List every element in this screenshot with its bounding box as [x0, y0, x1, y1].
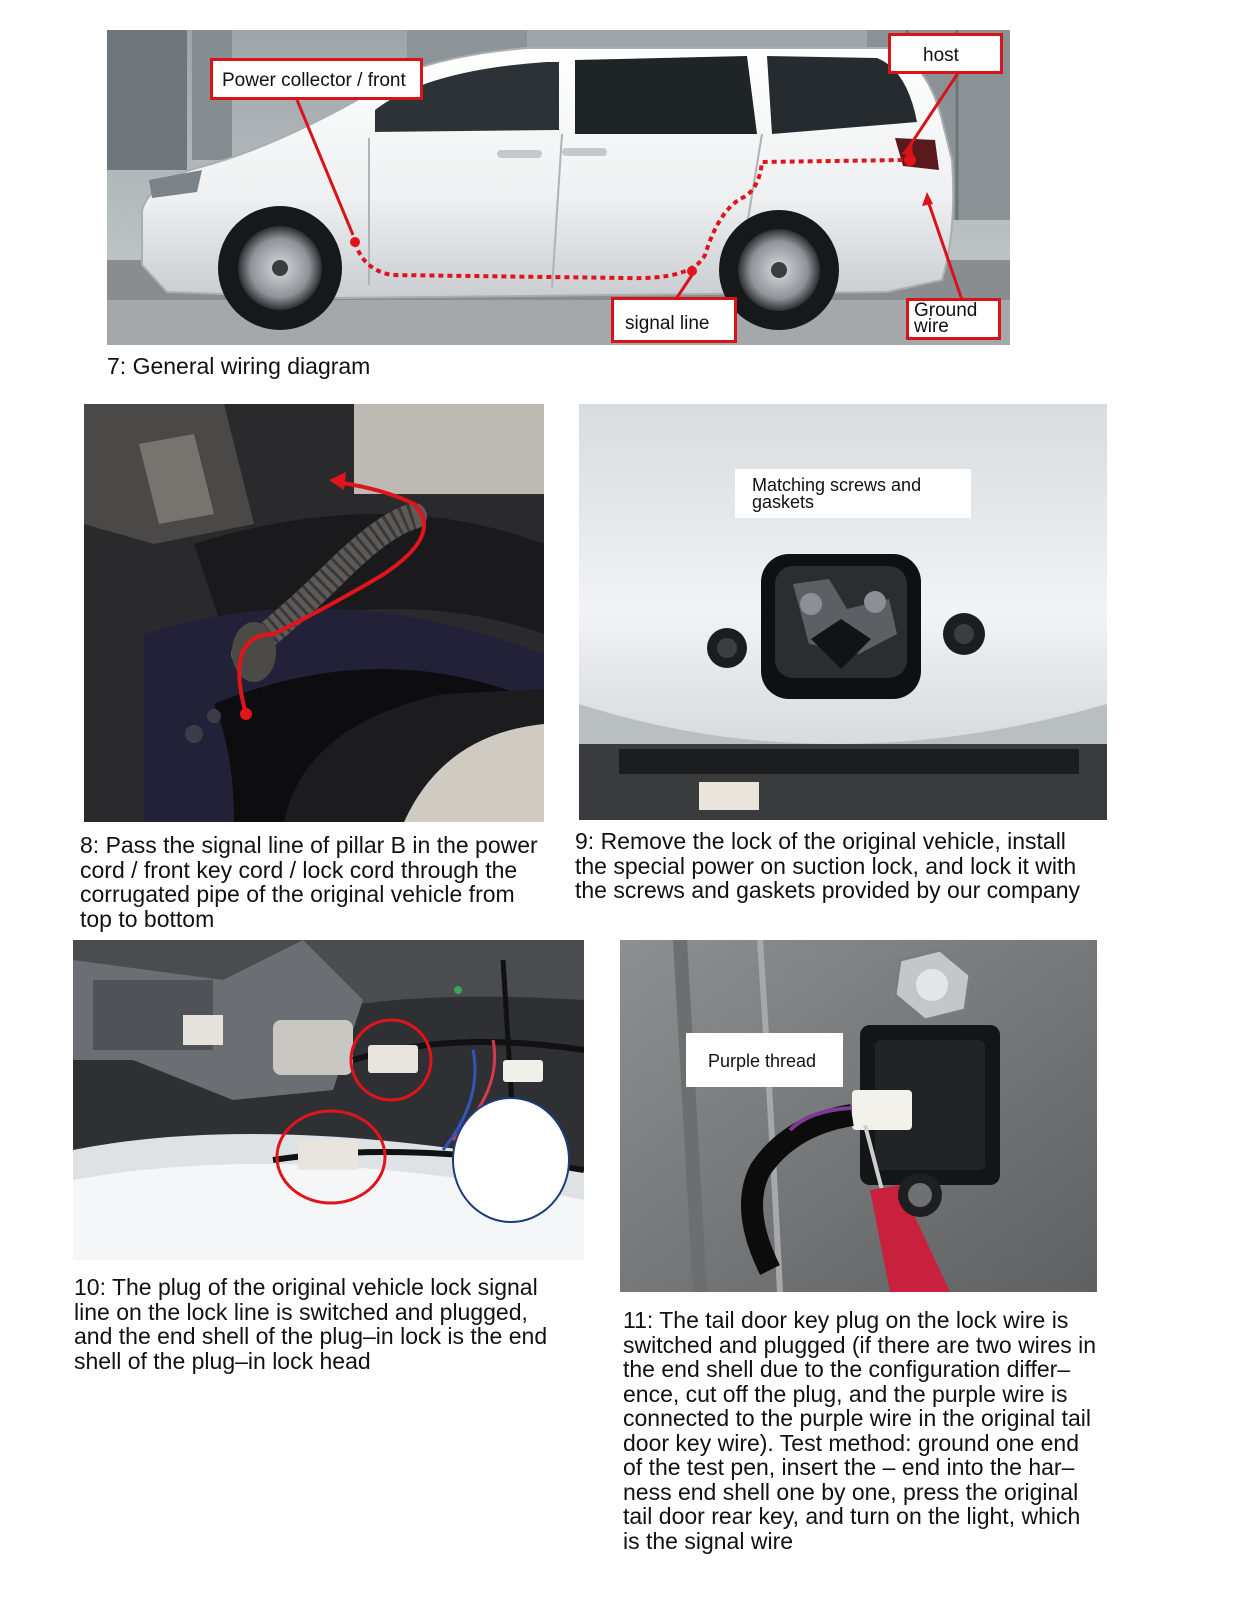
figure-8-caption: 8: Pass the signal line of pillar B in the power cord / front key cord / lock cord through the corrugated pipe of the original vehicle from top to bottom	[80, 832, 538, 932]
figure-10-caption: 10: The plug of the original vehicle lock signal line on the lock line is switched and plugged, and the end shell of the plug–in lock is the end shell of the plug–in lock head	[74, 1274, 548, 1374]
figure-7-caption: 7: General wiring diagram	[107, 353, 371, 379]
host-label: host	[888, 33, 1003, 74]
ground-wire-label: Ground wire	[906, 298, 1001, 340]
signal-line-label: signal line	[611, 297, 737, 343]
pillar-b-photo	[84, 404, 544, 822]
matching-screws-label: Matching screws and gaskets	[735, 469, 971, 518]
lock-photo	[579, 404, 1107, 820]
figure-9-caption: 9: Remove the lock of the original vehicle, install the special power on suction lock, and lock it with the screws and gaskets provided by our company	[575, 828, 1080, 903]
tail-door-key-photo	[620, 940, 1097, 1292]
purple-thread-label: Purple thread	[686, 1033, 843, 1087]
lock-line-plug-photo	[73, 940, 584, 1260]
power-collector-label: Power collector / front	[210, 58, 423, 100]
figure-11-caption: 11: The tail door key plug on the lock wire is switched and plugged (if there are two wires in the end shell due to the configuration differ– ence, cut off the plug, and the purple wire is connected to the purple wire in the original tail door key wire). Test method: ground one end of the test pen, insert the – end into the har– ness end shell one by one, press the original tail door rear key, and turn on the light, which is the signal wire	[623, 1307, 1097, 1554]
